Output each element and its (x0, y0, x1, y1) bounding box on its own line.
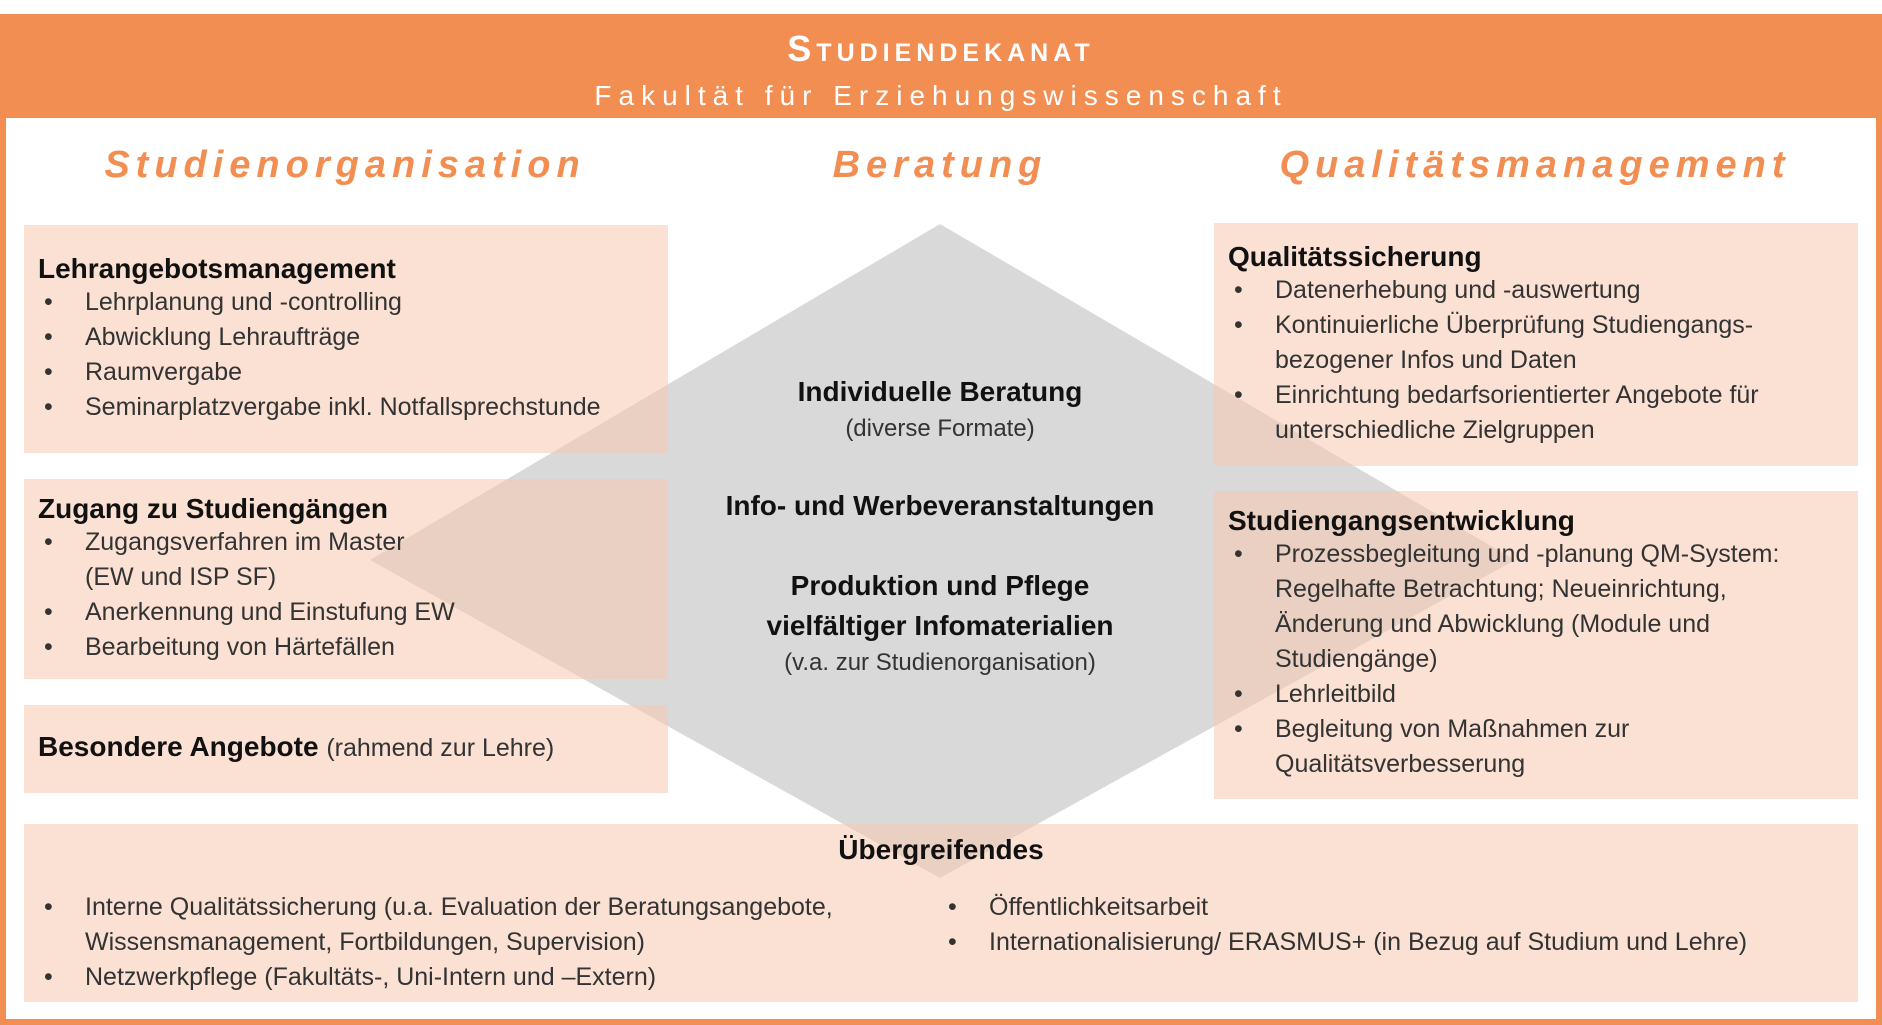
list-item-continuation: Wissensmanagement, Fortbildungen, Supervision) (85, 928, 645, 956)
bullet-list (1228, 273, 1844, 448)
beratung-item-produktion (680, 566, 1200, 680)
box-besondere-angebote (24, 705, 668, 793)
box-title-text: Besondere Angebote (38, 731, 319, 762)
box-title: Übergreifendes (838, 834, 1044, 865)
list-item: • Lehrleitbild (1228, 677, 1844, 712)
beratung-item-individuelle (680, 372, 1200, 446)
list-item: • Interne Qualitätssicherung (u.a. Evaluation der Beratungsangebote, (38, 890, 938, 925)
bottom-left-column (38, 890, 938, 995)
list-item: • Raumvergabe (38, 355, 654, 390)
box-title (38, 731, 654, 763)
list-item: • Netzwerkpflege (Fakultäts-, Uni-Intern und –Extern) (38, 960, 938, 995)
box-title: Lehrangebotsmanagement (38, 253, 396, 284)
bottom-right-column (942, 890, 1842, 960)
center-heading: Individuelle Beratung (797, 376, 1083, 407)
bullet-list (38, 285, 654, 425)
box-title: Studiengangsentwicklung (1228, 505, 1575, 536)
list-item: • Zugangsverfahren im Master (38, 525, 654, 560)
center-note: (diverse Formate) (845, 415, 1035, 442)
column-title-studienorganisation: Studienorganisation (104, 144, 586, 186)
list-item-continuation: unterschiedliche Zielgruppen (1275, 416, 1595, 444)
list-item: • Abwicklung Lehraufträge (38, 320, 654, 355)
bullet-list (942, 890, 1842, 960)
list-item: • Begleitung von Maßnahmen zur (1228, 712, 1844, 747)
list-item: • Prozessbegleitung und -planung QM-System: (1228, 537, 1844, 572)
list-item-continuation: Änderung und Abwicklung (Module und (1275, 610, 1711, 638)
list-item-continuation: Qualitätsverbesserung (1275, 750, 1526, 778)
list-item-continuation: Studiengänge) (1275, 645, 1438, 673)
page-title: Studiendekanat (787, 28, 1095, 69)
center-heading-line2: vielfältiger Infomaterialien (766, 610, 1114, 641)
column-title-qualitaetsmanagement: Qualitätsmanagement (1279, 144, 1791, 186)
list-item: • Internationalisierung/ ERASMUS+ (in Bezug auf Studium und Lehre) (942, 925, 1842, 960)
beratung-item-info (680, 486, 1200, 526)
list-item: • Datenerhebung und -auswertung (1228, 273, 1844, 308)
box-lehrangebotsmanagement (24, 225, 668, 453)
list-item-continuation: bezogener Infos und Daten (1275, 346, 1577, 374)
bullet-list (38, 890, 938, 995)
box-title: Qualitätssicherung (1228, 241, 1482, 272)
list-item: • Seminarplatzvergabe inkl. Notfallsprechstunde (38, 390, 654, 425)
page-subtitle: Fakultät für Erziehungswissenschaft (594, 80, 1288, 111)
list-item: • Lehrplanung und -controlling (38, 285, 654, 320)
column-title-beratung: Beratung (832, 144, 1048, 186)
list-item: • Kontinuierliche Überprüfung Studiengangs- (1228, 308, 1844, 343)
bullet-list (1228, 537, 1844, 782)
list-item: • Anerkennung und Einstufung EW (38, 595, 654, 630)
box-zugang-zu-studiengaengen (24, 479, 668, 679)
box-title: Zugang zu Studiengängen (38, 493, 388, 524)
bullet-list (38, 525, 654, 665)
list-item-continuation: Regelhafte Betrachtung; Neueinrichtung, (1275, 575, 1727, 603)
center-note: (v.a. zur Studienorganisation) (784, 649, 1096, 676)
list-item-continuation: (EW und ISP SF) (85, 563, 277, 591)
center-heading: Info- und Werbeveranstaltungen (725, 490, 1155, 521)
center-heading-line1: Produktion und Pflege (790, 570, 1090, 601)
list-item: • Bearbeitung von Härtefällen (38, 630, 654, 665)
box-qualitaetssicherung (1214, 223, 1858, 466)
list-item: • Einrichtung bedarfsorientierter Angebote für (1228, 378, 1844, 413)
box-uebergreifendes (24, 824, 1858, 1002)
list-item: • Öffentlichkeitsarbeit (942, 890, 1842, 925)
box-studiengangsentwicklung (1214, 491, 1858, 799)
box-title-note: (rahmend zur Lehre) (326, 734, 555, 762)
